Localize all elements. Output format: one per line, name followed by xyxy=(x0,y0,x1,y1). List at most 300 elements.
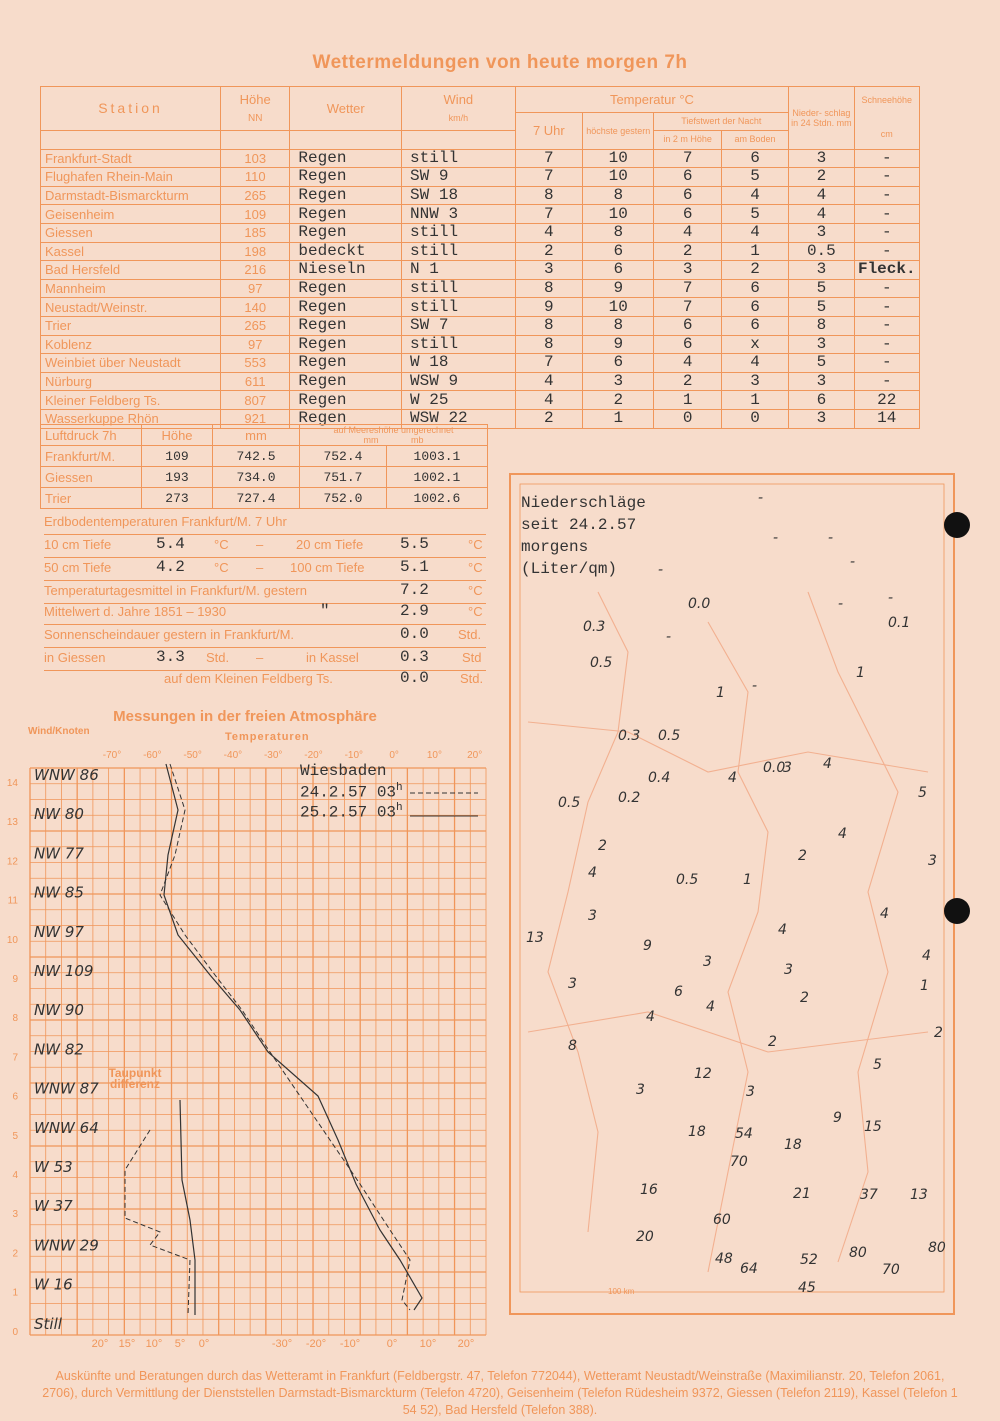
precip-value: 8 xyxy=(568,1038,577,1054)
wind-label: WNW 86 xyxy=(34,766,99,784)
pressure-cell-mb: 1003.1 xyxy=(386,446,487,467)
aero-station: Wiesbaden xyxy=(300,762,387,780)
precip-value: - xyxy=(828,530,834,546)
height-tick: 13 xyxy=(6,817,18,829)
precip-value: 0.0 xyxy=(763,760,786,776)
cell-t7: 7 xyxy=(515,205,582,224)
cell-wetter: Regen xyxy=(290,354,402,373)
pressure-cell-h: 109 xyxy=(142,446,213,467)
precip-value: 15 xyxy=(864,1119,882,1135)
precip-value: 3 xyxy=(784,962,793,978)
cell-t7: 8 xyxy=(515,316,582,335)
precip-value: 0.5 xyxy=(558,795,581,811)
height-tick: 1 xyxy=(12,1287,18,1299)
cell-name: Neustadt/Weinstr. xyxy=(41,298,221,317)
precip-value: 6 xyxy=(674,984,683,1000)
aero-date2: 25.2.57 03$^h$ xyxy=(300,802,403,822)
cell-min2m: 6 xyxy=(654,168,721,187)
precip-value: 0.0 xyxy=(688,596,711,612)
height-tick: 14 xyxy=(6,778,18,789)
precip-value: 13 xyxy=(526,930,544,946)
height-tick: 7 xyxy=(12,1052,18,1064)
table-row xyxy=(41,391,920,410)
pressure-cell-name: Trier xyxy=(41,488,142,509)
mittelwert-row: Mittelwert d. Jahre 1851 – 1930 " 2.9 °C xyxy=(44,604,486,625)
wind-label: W 53 xyxy=(34,1158,73,1176)
cell-minb: 1 xyxy=(721,242,788,261)
cell-t7: 8 xyxy=(515,279,582,298)
cell-minb: 6 xyxy=(721,316,788,335)
cell-wind: SW 18 xyxy=(402,186,516,205)
aero-title: Messungen in der freien Atmosphäre xyxy=(113,708,377,725)
cell-max: 6 xyxy=(583,261,654,280)
cell-wetter: Regen xyxy=(290,409,402,428)
cell-t7: 8 xyxy=(515,186,582,205)
wind-label: WNW 29 xyxy=(34,1236,99,1255)
precip-value: 9 xyxy=(833,1110,842,1126)
bottom-tick: -30° xyxy=(271,1338,293,1350)
cell-wetter: Regen xyxy=(290,186,402,205)
footer-text: Auskünfte und Beratungen durch das Wetteramt in Frankfurt (Feldbergstr. 47, Telefon 772044), Wetteramt Neustadt/Weinstraße (Maximilianstr. 20, Telefon 2061, 2706), durch Vermittlung der Dienststellen Darmstadt-Bismarckturm (Telefon 4720), Geisenheim (Telefon Rüdesheim 9372, Giessen (Telefon 2119), Kassel (Telefon 1 54 52), Bad Hersfeld (Telefon 388). xyxy=(42,1369,958,1417)
col-station: Station xyxy=(41,87,221,131)
giessen-row: in Giessen 3.3 Std. – in Kassel 0.3 Std xyxy=(44,650,486,671)
cell-schnee: - xyxy=(854,205,919,224)
table-row xyxy=(41,205,920,224)
col-tiefwert: Tiefstwert der Nacht xyxy=(654,113,789,131)
cell-minb: 5 xyxy=(721,205,788,224)
table-row xyxy=(41,372,920,391)
map-inner-frame xyxy=(520,484,944,1292)
cell-max: 8 xyxy=(583,223,654,242)
cell-wetter: Regen xyxy=(290,168,402,187)
cell-nied: 5 xyxy=(789,279,854,298)
top-tick: 20° xyxy=(467,750,483,761)
cell-wind: W 25 xyxy=(402,391,516,410)
precip-value: 2 xyxy=(598,838,607,854)
cell-hoehe: 921 xyxy=(221,409,290,428)
cell-hoehe: 110 xyxy=(221,168,290,187)
cell-wind: still xyxy=(402,223,516,242)
precip-value: 0.5 xyxy=(658,728,681,744)
cell-max: 2 xyxy=(583,391,654,410)
bottom-tick: 15° xyxy=(118,1338,136,1350)
pressure-cell-mm: 727.4 xyxy=(213,488,300,509)
map-feature xyxy=(708,622,768,1272)
cell-hoehe: 140 xyxy=(221,298,290,317)
cell-hoehe: 265 xyxy=(221,316,290,335)
precip-value: 1 xyxy=(716,685,725,701)
table-row xyxy=(41,242,920,261)
aero-chart xyxy=(0,740,500,1355)
cell-nied: 3 xyxy=(789,372,854,391)
precip-value: 0.5 xyxy=(676,872,699,888)
cell-min2m: 2 xyxy=(654,372,721,391)
precip-value: 54 xyxy=(735,1126,753,1142)
cell-t7: 4 xyxy=(515,223,582,242)
cell-hoehe: 611 xyxy=(221,372,290,391)
precip-value: 12 xyxy=(694,1066,712,1082)
bottom-tick: 5° xyxy=(174,1338,186,1350)
cell-t7: 7 xyxy=(515,168,582,187)
cell-min2m: 6 xyxy=(654,335,721,354)
map-scale: 100 km xyxy=(608,1287,635,1296)
pressure-cell-mmm: 752.4 xyxy=(300,446,387,467)
precip-value: 60 xyxy=(713,1212,731,1228)
cell-minb: 4 xyxy=(721,186,788,205)
cell-t7: 8 xyxy=(515,335,582,354)
cell-nied: 5 xyxy=(789,354,854,373)
precip-value: 4 xyxy=(823,756,832,772)
cell-name: Geisenheim xyxy=(41,205,221,224)
col-temperatur: Temperatur °C xyxy=(515,87,789,113)
cell-wind: NNW 3 xyxy=(402,205,516,224)
pressure-cell-h: 273 xyxy=(142,488,213,509)
precip-value: 4 xyxy=(588,865,597,881)
precip-value: 0.3 xyxy=(618,728,641,744)
cell-minb: x xyxy=(721,335,788,354)
top-tick: -40° xyxy=(223,750,243,761)
bottom-tick: -10° xyxy=(339,1338,361,1350)
cell-name: Kleiner Feldberg Ts. xyxy=(41,391,221,410)
table-row xyxy=(41,149,920,168)
height-tick: 8 xyxy=(12,1013,18,1025)
cell-t7: 7 xyxy=(515,149,582,168)
col-nieder: Nieder- schlag in 24 Stdn. mm xyxy=(789,87,854,150)
precip-value: 70 xyxy=(730,1154,748,1170)
cell-nied: 3 xyxy=(789,223,854,242)
precip-value: 0.4 xyxy=(648,770,671,786)
cell-wind: SW 9 xyxy=(402,168,516,187)
precip-value: 5 xyxy=(873,1057,882,1073)
precip-value: 3 xyxy=(588,908,597,924)
cell-max: 10 xyxy=(583,298,654,317)
cell-hoehe: 216 xyxy=(221,261,290,280)
wind-label: W 37 xyxy=(34,1197,73,1216)
soil-row-1: 10 cm Tiefe 5.4 °C – 20 cm Tiefe 5.5 °C xyxy=(44,537,486,558)
pressure-cell-name: Giessen xyxy=(41,467,142,488)
col-wind: Wind km/h xyxy=(402,87,516,131)
top-tick: -10° xyxy=(344,750,364,761)
bottom-tick: 0° xyxy=(198,1338,210,1350)
top-tick: -20° xyxy=(304,750,323,761)
table-row xyxy=(41,298,920,317)
precip-value: 64 xyxy=(740,1261,758,1277)
cell-min2m: 7 xyxy=(654,149,721,168)
pressure-row xyxy=(41,467,488,488)
precip-value: 80 xyxy=(849,1245,867,1261)
feldberg-row: auf dem Kleinen Feldberg Ts. 0.0 Std. xyxy=(164,669,484,687)
table-row xyxy=(41,186,920,205)
cell-nied: 4 xyxy=(789,205,854,224)
cell-min2m: 4 xyxy=(654,223,721,242)
taupunkt-label: Taupunkt differenz xyxy=(108,1066,162,1091)
precip-value: 3 xyxy=(568,976,577,992)
cell-minb: 6 xyxy=(721,298,788,317)
cell-t7: 2 xyxy=(515,242,582,261)
map-feature xyxy=(528,1012,928,1052)
cell-hoehe: 553 xyxy=(221,354,290,373)
pressure-cell-mb: 1002.6 xyxy=(386,488,487,509)
wind-label: NW 90 xyxy=(34,1001,84,1020)
cell-minb: 0 xyxy=(721,409,788,428)
precip-value: - xyxy=(666,629,672,645)
height-tick: 6 xyxy=(12,1091,18,1103)
top-tick: -60° xyxy=(143,750,162,761)
cell-t7: 4 xyxy=(515,372,582,391)
height-tick: 3 xyxy=(12,1209,18,1221)
cell-hoehe: 103 xyxy=(221,149,290,168)
cell-min2m: 7 xyxy=(654,279,721,298)
bottom-tick: -20° xyxy=(305,1338,327,1350)
cell-wind: still xyxy=(402,242,516,261)
cell-nied: 5 xyxy=(789,298,854,317)
sonne-row: Sonnenscheindauer gestern in Frankfurt/M. 0.0 Std. xyxy=(44,627,486,648)
table-row xyxy=(41,335,920,354)
cell-nied: 3 xyxy=(789,335,854,354)
cell-max: 9 xyxy=(583,335,654,354)
cell-name: Mannheim xyxy=(41,279,221,298)
precip-value: 4 xyxy=(922,948,931,964)
wind-label: NW 80 xyxy=(34,805,84,824)
height-tick: 0 xyxy=(12,1326,18,1338)
precip-value: - xyxy=(850,554,856,570)
pressure-cell-mmm: 752.0 xyxy=(300,488,387,509)
pressure-row xyxy=(41,488,488,509)
cell-nied: 6 xyxy=(789,391,854,410)
cell-max: 8 xyxy=(583,186,654,205)
cell-name: Kassel xyxy=(41,242,221,261)
cell-nied: 8 xyxy=(789,316,854,335)
precip-value: 2 xyxy=(768,1034,777,1050)
top-tick: -30° xyxy=(263,750,283,761)
pressure-label: Luftdruck 7h xyxy=(41,425,142,446)
cell-schnee: - xyxy=(854,298,919,317)
precip-value: 3 xyxy=(746,1084,755,1100)
cell-nied: 4 xyxy=(789,186,854,205)
pressure-hoehe: Höhe xyxy=(142,425,213,446)
cell-nied: 3 xyxy=(789,149,854,168)
col-amboden: am Boden xyxy=(721,131,788,150)
precip-value: 1 xyxy=(856,665,865,681)
cell-wetter: Regen xyxy=(290,391,402,410)
cell-name: Darmstadt-Bismarckturm xyxy=(41,186,221,205)
cell-wetter: bedeckt xyxy=(290,242,402,261)
precip-value: 1 xyxy=(920,978,929,994)
cell-name: Bad Hersfeld xyxy=(41,261,221,280)
table-row xyxy=(41,168,920,187)
cell-name: Weinbiet über Neustadt xyxy=(41,354,221,373)
cell-hoehe: 198 xyxy=(221,242,290,261)
cell-t7: 3 xyxy=(515,261,582,280)
cell-min2m: 6 xyxy=(654,186,721,205)
aero-date1: 24.2.57 03$^h$ xyxy=(300,782,403,802)
cell-schnee: - xyxy=(854,316,919,335)
cell-max: 10 xyxy=(583,149,654,168)
cell-max: 9 xyxy=(583,279,654,298)
cell-schnee: - xyxy=(854,372,919,391)
cell-schnee: - xyxy=(854,279,919,298)
precip-value: 48 xyxy=(715,1251,733,1267)
cell-wetter: Regen xyxy=(290,149,402,168)
cell-wind: still xyxy=(402,335,516,354)
precip-value: 3 xyxy=(703,954,712,970)
cell-t7: 2 xyxy=(515,409,582,428)
cell-min2m: 2 xyxy=(654,242,721,261)
wind-label: NW 77 xyxy=(34,844,84,863)
cell-nied: 3 xyxy=(789,409,854,428)
cell-wind: SW 7 xyxy=(402,316,516,335)
col-t7: 7 Uhr xyxy=(515,113,582,150)
cell-min2m: 7 xyxy=(654,298,721,317)
height-tick: 5 xyxy=(12,1130,18,1142)
height-tick: 9 xyxy=(12,974,18,985)
cell-max: 8 xyxy=(583,316,654,335)
precip-value: 4 xyxy=(706,999,715,1015)
height-tick: 12 xyxy=(6,856,18,868)
cell-minb: 3 xyxy=(721,372,788,391)
pressure-cell-mb: 1002.1 xyxy=(386,467,487,488)
precip-value: 2 xyxy=(800,990,809,1006)
cell-name: Koblenz xyxy=(41,335,221,354)
cell-max: 10 xyxy=(583,168,654,187)
cell-schnee: Fleck. xyxy=(854,261,919,280)
precip-value: - xyxy=(773,530,779,546)
cell-t7: 4 xyxy=(515,391,582,410)
pressure-cell-mm: 734.0 xyxy=(213,467,300,488)
precip-value: 5 xyxy=(918,785,927,801)
cell-hoehe: 807 xyxy=(221,391,290,410)
cell-minb: 6 xyxy=(721,149,788,168)
precip-value: 80 xyxy=(928,1240,946,1256)
cell-wind: WSW 9 xyxy=(402,372,516,391)
bottom-tick: 10° xyxy=(145,1338,163,1350)
bottom-tick: 20° xyxy=(91,1338,109,1350)
cell-schnee: - xyxy=(854,149,919,168)
cell-name: Flughafen Rhein-Main xyxy=(41,168,221,187)
cell-minb: 4 xyxy=(721,223,788,242)
bottom-tick: 20° xyxy=(457,1338,475,1350)
aero-wind-label: Wind/Knoten xyxy=(28,726,90,737)
cell-name: Nürburg xyxy=(41,372,221,391)
col-in2m: in 2 m Höhe xyxy=(654,131,721,150)
soil-row-2: 50 cm Tiefe 4.2 °C – 100 cm Tiefe 5.1 °C xyxy=(44,560,486,581)
cell-schnee: - xyxy=(854,168,919,187)
col-hoehe: Höhe NN xyxy=(221,87,290,131)
wind-label: W 16 xyxy=(34,1275,73,1294)
cell-wetter: Regen xyxy=(290,205,402,224)
precip-value: 4 xyxy=(646,1009,655,1025)
pressure-row xyxy=(41,446,488,467)
wind-label: NW 109 xyxy=(34,962,94,980)
pressure-cell-mm: 742.5 xyxy=(213,446,300,467)
cell-max: 6 xyxy=(583,242,654,261)
cell-schnee: - xyxy=(854,186,919,205)
cell-schnee: 14 xyxy=(854,409,919,428)
cell-schnee: - xyxy=(854,335,919,354)
wind-label: NW 85 xyxy=(34,883,84,902)
cell-t7: 9 xyxy=(515,298,582,317)
table-row xyxy=(41,279,920,298)
cell-name: Wasserkuppe Rhön xyxy=(41,409,221,428)
cell-name: Frankfurt-Stadt xyxy=(41,149,221,168)
cell-name: Trier xyxy=(41,316,221,335)
height-tick: 11 xyxy=(7,895,18,907)
table-row xyxy=(41,354,920,373)
table-row xyxy=(41,261,920,280)
wind-label: NW 82 xyxy=(34,1040,84,1059)
precip-value: 0.3 xyxy=(583,619,606,635)
top-tick: 10° xyxy=(426,750,442,761)
map-feature xyxy=(528,722,928,772)
precip-value: - xyxy=(752,678,758,694)
precip-value: 3 xyxy=(928,853,937,869)
top-tick: -50° xyxy=(183,750,202,761)
tmittel-row: Temperaturtagesmittel in Frankfurt/M. gestern 7.2 °C xyxy=(44,583,486,604)
precip-value: 9 xyxy=(643,938,652,954)
cell-minb: 5 xyxy=(721,168,788,187)
map-feature xyxy=(808,592,898,1262)
pressure-cell-name: Frankfurt/M. xyxy=(41,446,142,467)
cell-wetter: Regen xyxy=(290,372,402,391)
soil-title: Erdbodentemperaturen Frankfurt/M. 7 Uhr xyxy=(44,514,287,529)
precip-value: - xyxy=(658,562,664,578)
precip-value: 4 xyxy=(880,906,889,922)
aero-temp-label: Temperaturen xyxy=(225,731,310,743)
precip-value: 3 xyxy=(636,1082,645,1098)
pressure-mm: mm xyxy=(213,425,300,446)
pressure-cell-h: 193 xyxy=(142,467,213,488)
height-tick: 2 xyxy=(12,1248,18,1260)
cell-wetter: Nieseln xyxy=(290,261,402,280)
pressure-table xyxy=(40,424,488,509)
cell-max: 3 xyxy=(583,372,654,391)
col-hoechste: höchste gestern xyxy=(583,113,654,150)
cell-minb: 2 xyxy=(721,261,788,280)
station-table xyxy=(40,86,920,429)
pressure-cell-mmm: 751.7 xyxy=(300,467,387,488)
precip-value: 20 xyxy=(636,1229,654,1245)
cell-hoehe: 97 xyxy=(221,279,290,298)
cell-min2m: 6 xyxy=(654,316,721,335)
cell-nied: 3 xyxy=(789,261,854,280)
cell-wetter: Regen xyxy=(290,335,402,354)
cell-nied: 0.5 xyxy=(789,242,854,261)
precip-value: 18 xyxy=(784,1137,802,1153)
precip-value: 1 xyxy=(743,872,752,888)
map-title: Niederschläge seit 24.2.57 morgens (Liter/qm) xyxy=(521,494,646,578)
temp-profile-24 xyxy=(160,764,410,1310)
cell-wind: W 18 xyxy=(402,354,516,373)
precip-value: 21 xyxy=(793,1186,811,1202)
page-title: Wettermeldungen von heute morgen 7h xyxy=(312,52,688,73)
cell-minb: 6 xyxy=(721,279,788,298)
bottom-tick: 10° xyxy=(419,1338,437,1350)
cell-wetter: Regen xyxy=(290,279,402,298)
cell-min2m: 1 xyxy=(654,391,721,410)
punch-hole xyxy=(944,512,970,538)
soil-title-row xyxy=(44,514,486,535)
precip-value: - xyxy=(838,596,844,612)
cell-t7: 7 xyxy=(515,354,582,373)
cell-wind: WSW 22 xyxy=(402,409,516,428)
precip-value: 4 xyxy=(728,770,737,786)
cell-schnee: - xyxy=(854,354,919,373)
cell-wetter: Regen xyxy=(290,223,402,242)
cell-hoehe: 97 xyxy=(221,335,290,354)
wind-label: Still xyxy=(34,1314,62,1333)
cell-hoehe: 265 xyxy=(221,186,290,205)
precip-value: 2 xyxy=(798,848,807,864)
